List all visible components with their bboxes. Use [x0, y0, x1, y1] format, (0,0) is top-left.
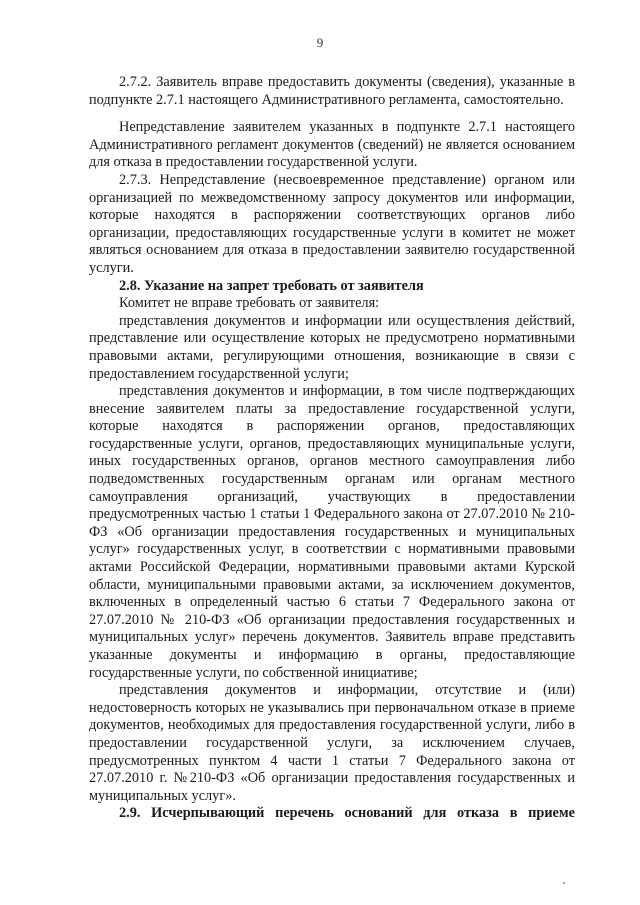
- page-number: 9: [316, 35, 324, 50]
- paragraph-2-7-3: 2.7.3. Непредставление (несвоевременное представление) органом или организацией по межведомственному запросу документов или информации, которые находятся в распоряжении соответствующих органов либо организации, предоставляющих государственные услуги в комитет не может являться основанием для отказа в предоставлении заявителю государственной услуги.: [89, 171, 575, 276]
- list-item-requirement-3: представления документов и информации, отсутствие и (или) недостоверность которых не указывались при первоначальном отказе в приеме документов, необходимых для предоставления государственной услуги, либо в предоставлении государственной услуги, за исключением случаев, предусмотренных пунктом 4 части 1 статьи 7 Федерального закона от 27.07.2010 г. №210-ФЗ «Об организации предоставления государственных и муниципальных услуг».: [89, 682, 575, 804]
- paragraph-non-submission: Непредставление заявителем указанных в подпункте 2.7.1 настоящего Административного регламент документов (сведений) не является основанием для отказа в предоставлении государственной услуги.: [89, 119, 575, 171]
- section-heading-2-8: 2.8. Указание на запрет требовать от заявителя: [119, 277, 424, 294]
- list-item-requirement-1: представления документов и информации или осуществления действий, представление или осуществление которых не предусмотрено нормативными правовыми актами, регулирующими отношения, возникающие в связи с предоставлением государственной услуги;: [89, 312, 575, 382]
- document-body: [89, 74, 575, 823]
- section-heading-2-9: 2.9. Исчерпывающий перечень оснований для отказа в приеме: [119, 805, 575, 822]
- paragraph-2-8-intro: Комитет не вправе требовать от заявителя:: [119, 295, 380, 312]
- list-item-requirement-2: представления документов и информации, в том числе подтверждающих внесение заявителем платы за предоставление государственной услуги, которые находятся в распоряжении органов, предоставляющих государственные услуги, органов, предоставляющих муниципальные услуги, иных государственных органов, органов местного самоуправления либо подведомственных государственным органам или органам местного самоуправления организаций, участвующих в предоставлении предусмотренных частью 1 статьи 1 Федерального закона от 27.07.2010 № 210-ФЗ «Об организации предоставления государственных и муниципальных услуг» государственных услуг, в соответствии с нормативными правовыми актами Российской Федерации, нормативными правовыми актами Курской области, муниципальными правовыми актами, за исключением документов, включенных в определенный частью 6 статьи 7 Федерального закона от 27.07.2010 № 210-ФЗ «Об организации предоставления государственных и муниципальных услуг» перечень документов. Заявитель вправе представить указанные документы и информацию в органы, предоставляющие государственные услуги, по собственной инициативе;: [89, 383, 575, 681]
- scan-speck: [563, 882, 565, 884]
- paragraph-2-7-2: 2.7.2. Заявитель вправе предоставить документы (сведения), указанные в подпункте 2.7.1 настоящего Административного регламента, самостоятельно.: [89, 74, 575, 108]
